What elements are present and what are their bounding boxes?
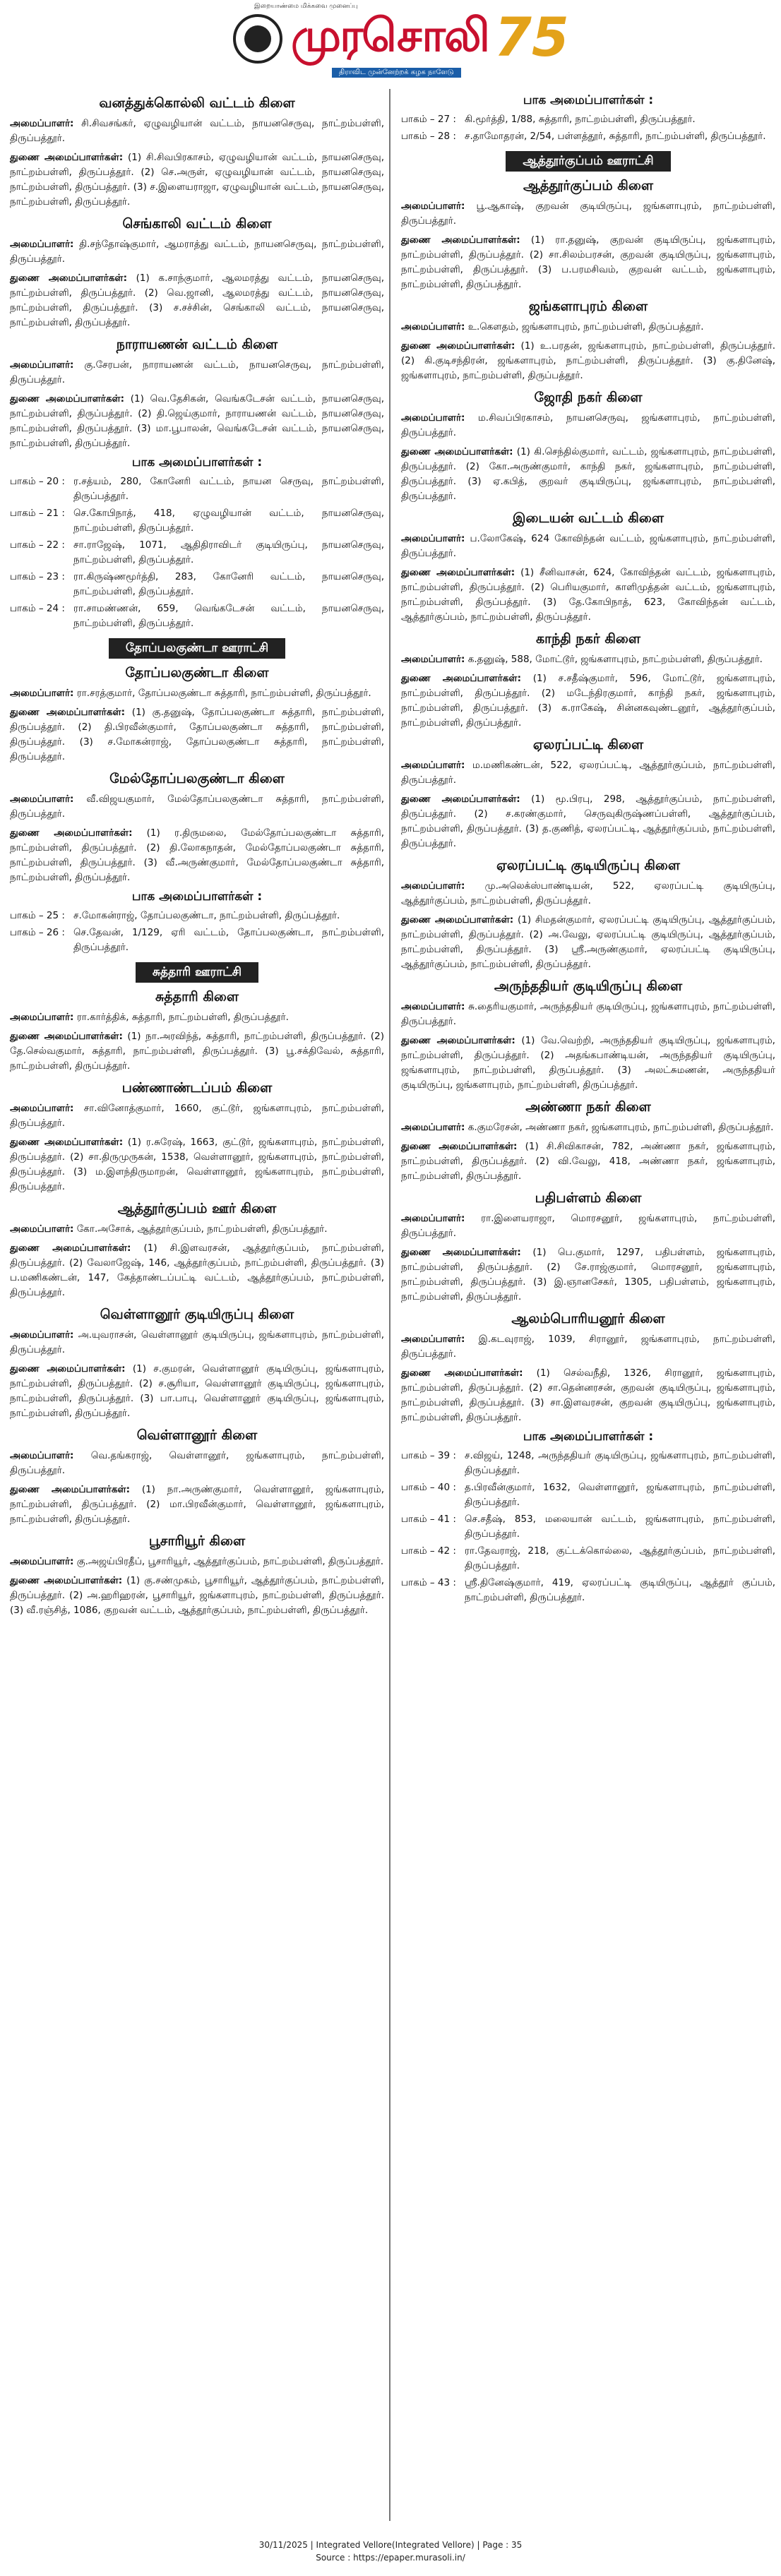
branch-title: ஜோதி நகர் கிளை [534,390,643,405]
booth-member: த.பிரவீன்குமார், 1632, வெள்ளானூர், ஜங்களாபுரம், நாட்றம்பள்ளி, திருப்பத்தூர். [465,1482,775,1508]
role-label: துணை அமைப்பாளர்கள்: [401,340,515,352]
member-paragraph [10,150,384,210]
role-label: அமைப்பாளர்: [10,1103,74,1114]
member-paragraph [401,445,775,504]
role-label: துணை அமைப்பாளர்கள்: [401,1247,521,1258]
booth-number: பாகம் – 43 : [401,1577,456,1588]
member-details: சு.தைரியகுமார், அருந்ததியர் குடியிருப்பு, ஜங்களாபுரம், நாட்றம்பள்ளி, திருப்பத்தூர். [401,1001,775,1027]
booth-member: செ.கோபிநாத், 418, ஏழுவழியான் வட்டம், நாயனசெருவு, நாட்றம்பள்ளி, திருப்பத்தூர். [73,508,384,534]
member-details: கோ.அசோக், ஆத்தூர்குப்பம், நாட்றம்பள்ளி, திருப்பத்தூர். [73,1223,328,1235]
member-details: (1) சிமதன்குமார், ஏலரப்பட்டி குடியிருப்பு, ஆத்தூர்குப்பம், நாட்றம்பள்ளி, திருப்பத்தூர். (2) அ.வேலு, ஏலரப்பட்டி குடியிருப்பு, ஆத்தூர்குப்பம், நாட்றம்பள்ளி, திருப்பத்தூர். (3) ஸ்ரீ.அருண்குமார், ஏலரப்பட்டி குடியிருப்பு, ஆத்தூர்குப்பம், நாட்றம்பள்ளி, திருப்பத்தூர். [401,914,775,970]
member-paragraph [401,199,775,229]
branch-title: ஜங்களாபுரம் கிளை [528,299,648,314]
member-paragraph [401,1000,775,1029]
role-label: துணை அமைப்பாளர்கள்: [10,707,126,718]
booth-row [401,1480,775,1510]
member-details: (1) ர.சுரேஷ், 1663, குட்டூர், ஜங்களாபுரம், நாட்றம்பள்ளி, திருப்பத்தூர். (2) சா.திருமுருகன், 1538, வெள்ளானூர், ஜங்களாபுரம், நாட்றம்பள்ளி, திருப்பத்தூர். (3) ம.இளந்திருமாறன், வெள்ளானூர், ஜங்களாபுரம், நாட்றம்பள்ளி, திருப்பத்தூர். [10,1137,384,1192]
role-label: துணை அமைப்பாளர்கள்: [10,827,133,839]
role-label: துணை அமைப்பாளர்கள்: [401,234,520,246]
member-paragraph [10,1554,384,1569]
member-details: க.குமரேசன், அண்ணா நகர், ஜங்களாபுரம், நாட்றம்பள்ளி, திருப்பத்தூர். [465,1122,774,1133]
member-paragraph [10,1241,384,1300]
member-paragraph [401,913,775,972]
booth-row [10,925,384,955]
member-paragraph [401,792,775,851]
member-details: மு.அலெக்ஸ்பாண்டியன், 522, ஏலரப்பட்டி குடியிருப்பு, ஆத்தூர்குப்பம், நாட்றம்பள்ளி, திருப்பத்தூர். [401,880,775,906]
role-label: துணை அமைப்பாளர்கள்: [10,1242,131,1254]
member-paragraph [10,392,384,451]
panchayat-banner-label: ஆத்தூர்குப்பம் ஊராட்சி [506,151,670,172]
booth-member: செ.சதீஷ், 853, மலையான் வட்டம், ஜங்களாபுரம், நாட்றம்பள்ளி, திருப்பத்தூர். [465,1514,775,1540]
role-label: துணை அமைப்பாளர்கள்: [10,1484,131,1495]
footer-edition-info: 30/11/2025 | Integrated Vellore(Integrated Vellore) | Page : 35 [258,2540,523,2550]
booth-number: பாகம் – 22 : [10,539,65,551]
member-paragraph [401,1332,775,1362]
member-paragraph [401,565,775,625]
member-paragraph [10,1328,384,1358]
section-subheading: பாக அமைப்பாளர்கள் : [523,1430,654,1444]
anniversary-badge: 75 [494,6,569,68]
role-label: துணை அமைப்பாளர்கள்: [401,1367,523,1379]
booth-number: பாகம் – 26 : [10,927,65,938]
role-label: துணை அமைப்பாளர்கள்: [10,1575,123,1586]
branch-title: வெள்ளானூர் குடியிருப்பு கிளை [100,1307,294,1322]
member-details: (1) க.சாந்குமார், ஆலமரத்து வட்டம், நாயனசெருவு, நாட்றம்பள்ளி, திருப்பத்தூர். (2) வெ.ஜானி, ஆலமரத்து வட்டம், நாயனசெருவு, நாட்றம்பள்ளி, திருப்பத்தூர். (3) ச.சச்சின், செங்காலி வட்டம், நாயனசெருவு, நாட்றம்பள்ளி, திருப்பத்தூர். [10,272,384,328]
member-paragraph [401,879,775,909]
member-details: (1) கு.சண்முகம், பூசாரியூர், ஆத்தூர்குப்பம், நாட்றம்பள்ளி, திருப்பத்தூர். (2) அ.ஹரிஹரன், பூசாரியூர், ஜங்களாபுரம், நாட்றம்பள்ளி, திருப்பத்தூர். (3) வீ.ரஞ்சித், 1086, குறவன் வட்டம், ஆத்தூர்குப்பம், நாட்றம்பள்ளி, திருப்பத்தூர். [10,1575,384,1616]
member-details: கு.சேரபன், நாராயணன் வட்டம், நாயனசெருவு, நாட்றம்பள்ளி, திருப்பத்தூர். [10,359,384,385]
role-label: துணை அமைப்பாளர்கள்: [401,1141,518,1152]
member-paragraph [401,758,775,788]
branch-title: ஏலரப்பட்டி கிளை [532,737,644,753]
branch-title: மேல்தோப்பலகுண்டா கிளை [109,771,285,786]
column-divider [389,89,391,2521]
member-paragraph [10,826,384,885]
booth-row [401,112,775,127]
booth-number: பாகம் – 39 : [401,1450,456,1461]
member-details: க.தனுஷ், 588, மோட்டூர், ஜங்களாபுரம், நாட்றம்பள்ளி, திருப்பத்தூர். [465,654,763,665]
booth-number: பாகம் – 23 : [10,571,65,582]
role-label: அமைப்பாளர்: [10,118,74,129]
booth-row [401,1449,775,1478]
role-label: அமைப்பாளர்: [10,1329,74,1341]
member-details: வீ.விஜயகுமார், மேல்தோப்பலகுண்டா சுத்தாரி, நாட்றம்பள்ளி, திருப்பத்தூர். [10,793,384,820]
role-label: துணை அமைப்பாளர்கள்: [10,1031,123,1042]
booth-member: ர.சத்யம், 280, கோனேரி வட்டம், நாயன செருவு, நாட்றம்பள்ளி, திருப்பத்தூர். [73,476,384,502]
section-subheading: பாக அமைப்பாளர்கள் : [523,93,654,107]
booth-row [10,538,384,568]
booth-member: ச.விஜய், 1248, அருந்ததியர் குடியிருப்பு, ஜங்களாபுரம், நாட்றம்பள்ளி, திருப்பத்தூர். [465,1450,775,1476]
member-details: (1) கி.செந்தில்குமார், வட்டம், ஜங்களாபுரம், நாட்றம்பள்ளி, திருப்பத்தூர். (2) கோ.அருண்குமார், காந்தி நகர், ஜங்களாபுரம், நாட்றம்பள்ளி, திருப்பத்தூர். (3) ஏ.கபித், குறவர் குடியிருப்பு, ஜங்களாபுரம், நாட்றம்பள்ளி, திருப்பத்தூர். [401,446,775,502]
member-paragraph [10,271,384,330]
member-details: தி.சந்தோஷ்குமார், ஆமராத்து வட்டம், நாயனசெருவு, நாட்றம்பள்ளி, திருப்பத்தூர். [10,239,384,265]
role-label: அமைப்பாளர்: [10,239,74,250]
role-label: துணை அமைப்பாளர்கள்: [401,673,522,684]
member-details: கு.அஜய்பிரதீப், பூசாரியூர், ஆத்தூர்குப்பம், நாட்றம்பள்ளி, திருப்பத்தூர். [73,1556,384,1567]
booth-number: பாகம் – 20 : [10,476,65,487]
member-details: (1) நா.அரவிந்த், சுத்தாரி, நாட்றம்பள்ளி, திருப்பத்தூர். (2) தே.செல்வகுமார், சுத்தாரி, நாட்றம்பள்ளி, திருப்பத்தூர். (3) பூ.சக்திவேல், சுத்தாரி, நாட்றம்பள்ளி, திருப்பத்தூர். [10,1031,384,1072]
booth-row [10,909,384,923]
member-details: (1) சி.சிவபிரகாசம், ஏழுவழியான் வட்டம், நாயனசெருவு, நாட்றம்பள்ளி, திருப்பத்தூர். (2) செ.அருள், ஏழுவழியான் வட்டம், நாயனசெருவு, நாட்றம்பள்ளி, திருப்பத்தூர். (3) ச.இளையராஜா, ஏழுவழியான் வட்டம், நாயனசெருவு, நாட்றம்பள்ளி, திருப்பத்தூர். [10,152,384,208]
branch-title: வெள்ளானூர் கிளை [136,1427,258,1443]
booth-member: ஸ்ரீ.தினேஷ்குமார், 419, ஏலரப்பட்டி குடியிருப்பு, ஆத்தூர் குப்பம், நாட்றம்பள்ளி, திருப்பத்தூர். [465,1577,775,1603]
role-label: துணை அமைப்பாளர்கள்: [10,272,127,284]
booth-member: ரா.சாமண்ணன், 659, வெங்கடேசன் வட்டம், நாயனசெருவு, நாட்றம்பள்ளி, திருப்பத்தூர். [73,603,384,629]
panchayat-banner-label: சுத்தாரி ஊராட்சி [136,962,258,983]
branch-title: செங்காலி வட்டம் கிளை [122,216,272,232]
member-paragraph [10,1010,384,1025]
member-paragraph [401,1245,775,1305]
member-details: அ.யுவராசன், வெள்ளானூர் குடியிருப்பு, ஜங்களாபுரம், நாட்றம்பள்ளி, திருப்பத்தூர். [10,1329,384,1355]
member-paragraph [10,1029,384,1074]
member-paragraph [401,411,775,441]
booth-number: பாகம் – 21 : [10,508,65,519]
member-paragraph [401,1139,775,1184]
role-label: துணை அமைப்பாளர்கள்: [10,393,125,405]
branch-title: சுத்தாரி கிளை [155,989,239,1005]
branch-title: இடையன் வட்டம் கிளை [513,510,664,526]
role-label: அமைப்பாளர்: [10,1223,74,1235]
member-details: உ.கௌதம், ஜங்களாபுரம், நாட்றம்பள்ளி, திருப்பத்தூர். [465,321,704,333]
role-label: அமைப்பாளர்: [401,200,465,212]
member-details: (1) சி.இளவரசன், ஆத்தூர்குப்பம், நாட்றம்பள்ளி, திருப்பத்தூர். (2) வேலாஜேஷ், 146, ஆத்தூர்குப்பம், நாட்றம்பள்ளி, திருப்பத்தூர். (3) ப.மணிகண்டன், 147, கேத்தாண்டப்பட்டி வட்டம், ஆத்தூர்குப்பம், நாட்றம்பள்ளி, திருப்பத்தூர். [10,1242,384,1298]
role-label: துணை அமைப்பாளர்கள்: [401,446,513,457]
branch-title: பண்ணாண்டப்பம் கிளை [121,1080,273,1096]
role-label: அமைப்பாளர்: [10,1556,74,1567]
booth-row [10,570,384,599]
branch-title: ஆத்தூர்குப்பம் கிளை [523,178,653,193]
section-subheading: பாக அமைப்பாளர்கள் : [131,455,263,469]
branch-title: பதிபள்ளம் கிளை [535,1190,642,1206]
member-paragraph [10,237,384,267]
role-label: அமைப்பாளர்: [10,793,74,805]
member-paragraph [10,1449,384,1478]
booth-number: பாகம் – 41 : [401,1514,456,1525]
role-label: அமைப்பாளர்: [401,654,465,665]
booth-row [401,129,775,144]
member-details: ரா.சரத்குமார், தோப்பலகுண்டா சுத்தாரி, நாட்றம்பள்ளி, திருப்பத்தூர். [73,688,371,699]
role-label: அமைப்பாளர்: [10,688,74,699]
booth-number: பாகம் – 28 : [401,131,456,142]
member-paragraph [10,1222,384,1237]
panchayat-banner [401,151,775,172]
role-label: அமைப்பாளர்: [401,760,465,771]
member-details: பூ.ஆகாஷ், குறவன் குடியிருப்பு, ஜங்களாபுரம், நாட்றம்பள்ளி, திருப்பத்தூர். [401,200,775,227]
booth-number: பாகம் – 40 : [401,1482,456,1493]
booth-number: பாகம் – 24 : [10,603,65,614]
booth-row [401,1544,775,1574]
member-details: ரா.கார்த்திக், சுத்தாரி, நாட்றம்பள்ளி, திருப்பத்தூர். [73,1012,289,1023]
booth-row [10,601,384,631]
branch-title: பூசாரியூர் கிளை [148,1533,246,1549]
role-label: அமைப்பாளர்: [10,1012,74,1023]
role-label: துணை அமைப்பாளர்கள்: [401,793,520,805]
role-label: அமைப்பாளர்: [401,412,465,424]
member-details: (1) கு.தனுஷ், தோப்பலகுண்டா சுத்தாரி, நாட்றம்பள்ளி, திருப்பத்தூர். (2) தி.பிரவீன்குமார், தோப்பலகுண்டா சுத்தாரி, நாட்றம்பள்ளி, திருப்பத்தூர். (3) ச.மோகன்ராஜ், தோப்பலகுண்டா சுத்தாரி, நாட்றம்பள்ளி, திருப்பத்தூர். [10,707,384,762]
member-details: (1) சீனிவாசன், 624, கோவிந்தன் வட்டம், ஜங்களாபுரம், நாட்றம்பள்ளி, திருப்பத்தூர். (2) பெரியகுமார், காளிமுத்தன் வட்டம், ஜங்களாபுரம், நாட்றம்பள்ளி, திருப்பத்தூர். (3) தே.கோபிநாத், 623, கோவிந்தன் வட்டம், ஆத்தூர்குப்பம், நாட்றம்பள்ளி, திருப்பத்தூர். [401,567,775,623]
booth-member: ச.மோகன்ராஜ், தோப்பலகுண்டா, நாட்றம்பள்ளி, திருப்பத்தூர். [73,910,340,921]
role-label: துணை அமைப்பாளர்கள்: [401,1035,515,1046]
panchayat-banner [10,638,384,659]
branch-title: ஆலம்பொரியனூர் கிளை [511,1311,665,1326]
member-details: (1) செல்வநீதி, 1326, சிரானூர், ஜங்களாபுரம், நாட்றம்பள்ளி, திருப்பத்தூர். (2) சா.தென்னரசன், குறவன் குடியிருப்பு, ஜங்களாபுரம், நாட்றம்பள்ளி, திருப்பத்தூர். (3) சா.இளவரசன், குறவன் குடியிருப்பு, ஜங்களாபுரம், நாட்றம்பள்ளி, திருப்பத்தூர். [401,1367,775,1423]
role-label: துணை அமைப்பாளர்கள்: [401,914,514,925]
member-paragraph [401,532,775,561]
member-details: (1) ரா.தனுஷ், குறவன் குடியிருப்பு, ஜங்களாபுரம், நாட்றம்பள்ளி, திருப்பத்தூர். (2) சா.சிலம்பரசன், குறவன் குடியிருப்பு, ஜங்களாபுரம், நாட்றம்பள்ளி, திருப்பத்தூர். (3) ப.பரமசிவம், குறவன் வட்டம், ஜங்களாபுரம், நாட்றம்பள்ளி, திருப்பத்தூர். [401,234,775,290]
booth-member: செ.தேவன், 1/129, ஏரி வட்டம், தோப்பலகுண்டா, நாட்றம்பள்ளி, திருப்பத்தூர். [73,927,384,953]
role-label: துணை அமைப்பாளர்கள்: [10,152,124,163]
member-paragraph [401,652,775,667]
role-label: துணை அமைப்பாளர்கள்: [401,567,515,578]
member-details: சி.சிவசங்கர், ஏழுவழியான் வட்டம், நாயனசெருவு, நாட்றம்பள்ளி, திருப்பத்தூர். [10,118,384,144]
role-label: துணை அமைப்பாளர்கள்: [10,1363,126,1374]
member-details: சா.வினோத்குமார், 1660, குட்டூர், ஜங்களாபுரம், நாட்றம்பள்ளி, திருப்பத்தூர். [10,1103,384,1129]
booth-row [10,506,384,536]
member-details: ம.சிவப்பிரகாசம், நாயனசெருவு, ஜங்களாபுரம், நாட்றம்பள்ளி, திருப்பத்தூர். [401,412,775,438]
member-paragraph [10,1482,384,1527]
booth-member: சா.ராஜேஷ், 1071, ஆதிதிராவிடர் குடியிருப்பு, நாயனசெருவு, நாட்றம்பள்ளி, திருப்பத்தூர். [73,539,384,565]
member-details: ம.மணிகண்டன், 522, ஏலரப்பட்டி, ஆத்தூர்குப்பம், நாட்றம்பள்ளி, திருப்பத்தூர். [401,760,775,786]
booth-number: பாகம் – 25 : [10,910,65,921]
branch-title: ஆத்தூர்குப்பம் ஊர் கிளை [117,1201,277,1216]
role-label: அமைப்பாளர்: [401,533,465,544]
branch-title: அண்ணா நகர் கிளை [525,1099,651,1115]
role-label: அமைப்பாளர்: [401,1213,465,1224]
member-details: (1) ர.திருமலை, மேல்தோப்பலகுண்டா சுத்தாரி, நாட்றம்பள்ளி, திருப்பத்தூர். (2) தி.லோகநாதன், மேல்தோப்பலகுண்டா சுத்தாரி, நாட்றம்பள்ளி, திருப்பத்தூர். (3) வீ.அருண்குமார், மேல்தோப்பலகுண்டா சுத்தாரி, நாட்றம்பள்ளி, திருப்பத்தூர். [10,827,384,883]
member-paragraph [401,1120,775,1135]
panchayat-banner [10,962,384,983]
right-column [401,89,775,1607]
member-paragraph [10,1101,384,1131]
member-details: (1) சி.சிவிகாசன், 782, அண்ணா நகர், ஜங்களாபுரம், நாட்றம்பள்ளி, திருப்பத்தூர். (2) வி.வேலு, 418, அண்ணா நகர், ஜங்களாபுரம், நாட்றம்பள்ளி, திருப்பத்தூர். [401,1141,775,1182]
member-paragraph [401,233,775,292]
member-details: இ.கடவுராஜ், 1039, சிரானூர், ஜங்களாபுரம், நாட்றம்பள்ளி, திருப்பத்தூர். [401,1334,775,1360]
member-paragraph [401,671,775,731]
branch-title: வனத்துக்கொல்லி வட்டம் கிளை [99,95,295,111]
role-label: அமைப்பாளர்: [401,1122,465,1133]
member-details: ரா.இளையராஜா, மொரசனூர், ஜங்களாபுரம், நாட்றம்பள்ளி, திருப்பத்தூர். [401,1213,775,1239]
role-label: அமைப்பாளர்: [401,321,465,333]
booth-member: ச.தாமோதரன், 2/54, பள்ளத்தூர், சுத்தாரி, நாட்றம்பள்ளி, திருப்பத்தூர். [465,131,766,142]
role-label: அமைப்பாளர்: [401,880,465,892]
member-details: (1) ச.சதீஷ்குமார், 596, மோட்டூர், ஜங்களாபுரம், நாட்றம்பள்ளி, திருப்பத்தூர். (2) மடேந்திரகுமார், காந்தி நகர், ஜங்களாபுரம், நாட்றம்பள்ளி, திருப்பத்தூர். (3) க.ராகேஷ், சின்னகவுண்டனூர், ஆத்தூர்குப்பம், நாட்றம்பள்ளி, திருப்பத்தூர். [401,673,775,729]
masthead [0,0,781,83]
member-paragraph [10,705,384,765]
member-paragraph [10,1574,384,1618]
branch-title: நாராயணன் வட்டம் கிளை [116,337,278,352]
member-paragraph [401,339,775,383]
member-paragraph [401,1211,775,1241]
branch-title: ஏலரப்பட்டி குடியிருப்பு கிளை [496,858,681,873]
logo-subtitle: திராவிட முன்னேற்றக் கழக நாளேடு [332,68,461,78]
member-paragraph [10,1362,384,1421]
booth-row [401,1576,775,1605]
party-emblem-icon [233,14,282,64]
section-subheading: பாக அமைப்பாளர்கள் : [131,889,263,904]
booth-number: பாகம் – 27 : [401,114,456,125]
role-label: துணை அமைப்பாளர்கள்: [10,1137,124,1148]
member-details: (1) ச.குமரன், வெள்ளானூர் குடியிருப்பு, ஜங்களாபுரம், நாட்றம்பள்ளி, திருப்பத்தூர். (2) ச.சூரியா, வெள்ளானூர் குடியிருப்பு, ஜங்களாபுரம், நாட்றம்பள்ளி, திருப்பத்தூர். (3) பா.பாபு, வெள்ளானூர் குடியிருப்பு, ஜங்களாபுரம், நாட்றம்பள்ளி, திருப்பத்தூர். [10,1363,384,1419]
member-details: ப.லோகேஷ், 624 கோவிந்தன் வட்டம், ஜங்களாபுரம், நாட்றம்பள்ளி, திருப்பத்தூர். [401,533,775,559]
member-paragraph [10,686,384,701]
branch-title: காந்தி நகர் கிளை [535,631,641,647]
member-paragraph [401,1366,775,1425]
member-paragraph [10,792,384,822]
member-details: (1) உ.பரதன், ஜங்களாபுரம், நாட்றம்பள்ளி, திருப்பத்தூர். (2) கி.குடிசந்திரன், ஜங்களாபுரம், நாட்றம்பள்ளி, திருப்பத்தூர். (3) கு.தினேஷ், ஜங்களாபுரம், நாட்றம்பள்ளி, திருப்பத்தூர். [401,340,775,381]
member-paragraph [10,116,384,146]
role-label: அமைப்பாளர்: [401,1334,465,1345]
booth-member: கி.மூர்த்தி, 1/88, சுத்தாரி, நாட்றம்பள்ளி, திருப்பத்தூர். [465,114,696,125]
member-paragraph [401,1034,775,1093]
member-details: (1) நா.அருண்குமார், வெள்ளானூர், ஜங்களாபுரம், நாட்றம்பள்ளி, திருப்பத்தூர். (2) மா.பிரவீன்குமார், வெள்ளானூர், ஜங்களாபுரம், நாட்றம்பள்ளி, திருப்பத்தூர். [10,1484,384,1525]
booth-row [10,474,384,504]
branch-title: தோப்பலகுண்டா கிளை [125,665,269,681]
booth-number: பாகம் – 42 : [401,1545,456,1557]
member-paragraph [401,320,775,335]
member-details: (1) மூ.பிரபு, 298, ஆத்தூர்குப்பம், நாட்றம்பள்ளி, திருப்பத்தூர். (2) ச.கரண்குமார், செருவுகிருஷ்ணப்பள்ளி, ஆத்தூர்குப்பம், நாட்றம்பள்ளி, திருப்பத்தூர். (3) த.குணித், ஏலரப்பட்டி, ஆத்தூர்குப்பம், நாட்றம்பள்ளி, திருப்பத்தூர். [401,793,775,849]
panchayat-banner-label: தோப்பலகுண்டா ஊராட்சி [109,638,285,659]
member-details: (1) வெ.தேசிகன், வெங்கடேசன் வட்டம், நாயனசெருவு, நாட்றம்பள்ளி, திருப்பத்தூர். (2) தி.ஜெய்குமார், நாராயணன் வட்டம், நாயனசெருவு, நாட்றம்பள்ளி, திருப்பத்தூர். (3) மா.பூபாலன், வெங்கடேசன் வட்டம், நாயனசெருவு, நாட்றம்பள்ளி, திருப்பத்தூர். [10,393,384,449]
member-details: வெ.தங்கராஜ், வெள்ளானூர், ஜங்களாபுரம், நாட்றம்பள்ளி, திருப்பத்தூர். [10,1450,384,1476]
booth-member: ரா.தேவராஜ், 218, குட்டக்கொல்லை, ஆத்தூர்குப்பம், நாட்றம்பள்ளி, திருப்பத்தூர். [465,1545,775,1571]
page-footer [0,2539,781,2564]
booth-row [401,1512,775,1542]
booth-member: ரா.கிருஷ்ணமூர்த்தி, 283, கோனேரி வட்டம், நாயனசெருவு, நாட்றம்பள்ளி, திருப்பத்தூர். [73,571,384,597]
newspaper-logo: முரசொலி [291,10,489,62]
role-label: அமைப்பாளர்: [401,1001,465,1012]
member-paragraph [10,358,384,388]
masthead-tagline: இறையாண்மை மிக்கவை முனைப்பு [254,3,358,10]
left-column [10,89,384,1622]
member-paragraph [10,1135,384,1194]
footer-source[interactable]: Source : https://epaper.murasoli.in/ [316,2553,465,2563]
role-label: அமைப்பாளர்: [10,1450,74,1461]
branch-title: அருந்ததியர் குடியிருப்பு கிளை [494,978,683,994]
role-label: அமைப்பாளர்: [10,359,74,371]
member-details: (1) வே.வெற்றி, அருந்ததியர் குடியிருப்பு, ஜங்களாபுரம், நாட்றம்பள்ளி, திருப்பத்தூர். (2) அதங்கபாண்டியன், அருந்ததியர் குடியிருப்பு, ஜங்களாபுரம், நாட்றம்பள்ளி, திருப்பத்தூர். (3) அலட்சுமணன், அருந்ததியர் குடியிருப்பு, ஜங்களாபுரம், நாட்றம்பள்ளி, திருப்பத்தூர். [401,1035,775,1091]
member-details: (1) பெ.குமார், 1297, பதிபள்ளம், ஜங்களாபுரம், நாட்றம்பள்ளி, திருப்பத்தூர். (2) சே.ராஜ்குமார், மொரசனூர், ஜங்களாபுரம், நாட்றம்பள்ளி, திருப்பத்தூர். (3) இ.ஞானசேகர், 1305, பதிபள்ளம், ஜங்களாபுரம், நாட்றம்பள்ளி, திருப்பத்தூர். [401,1247,775,1302]
